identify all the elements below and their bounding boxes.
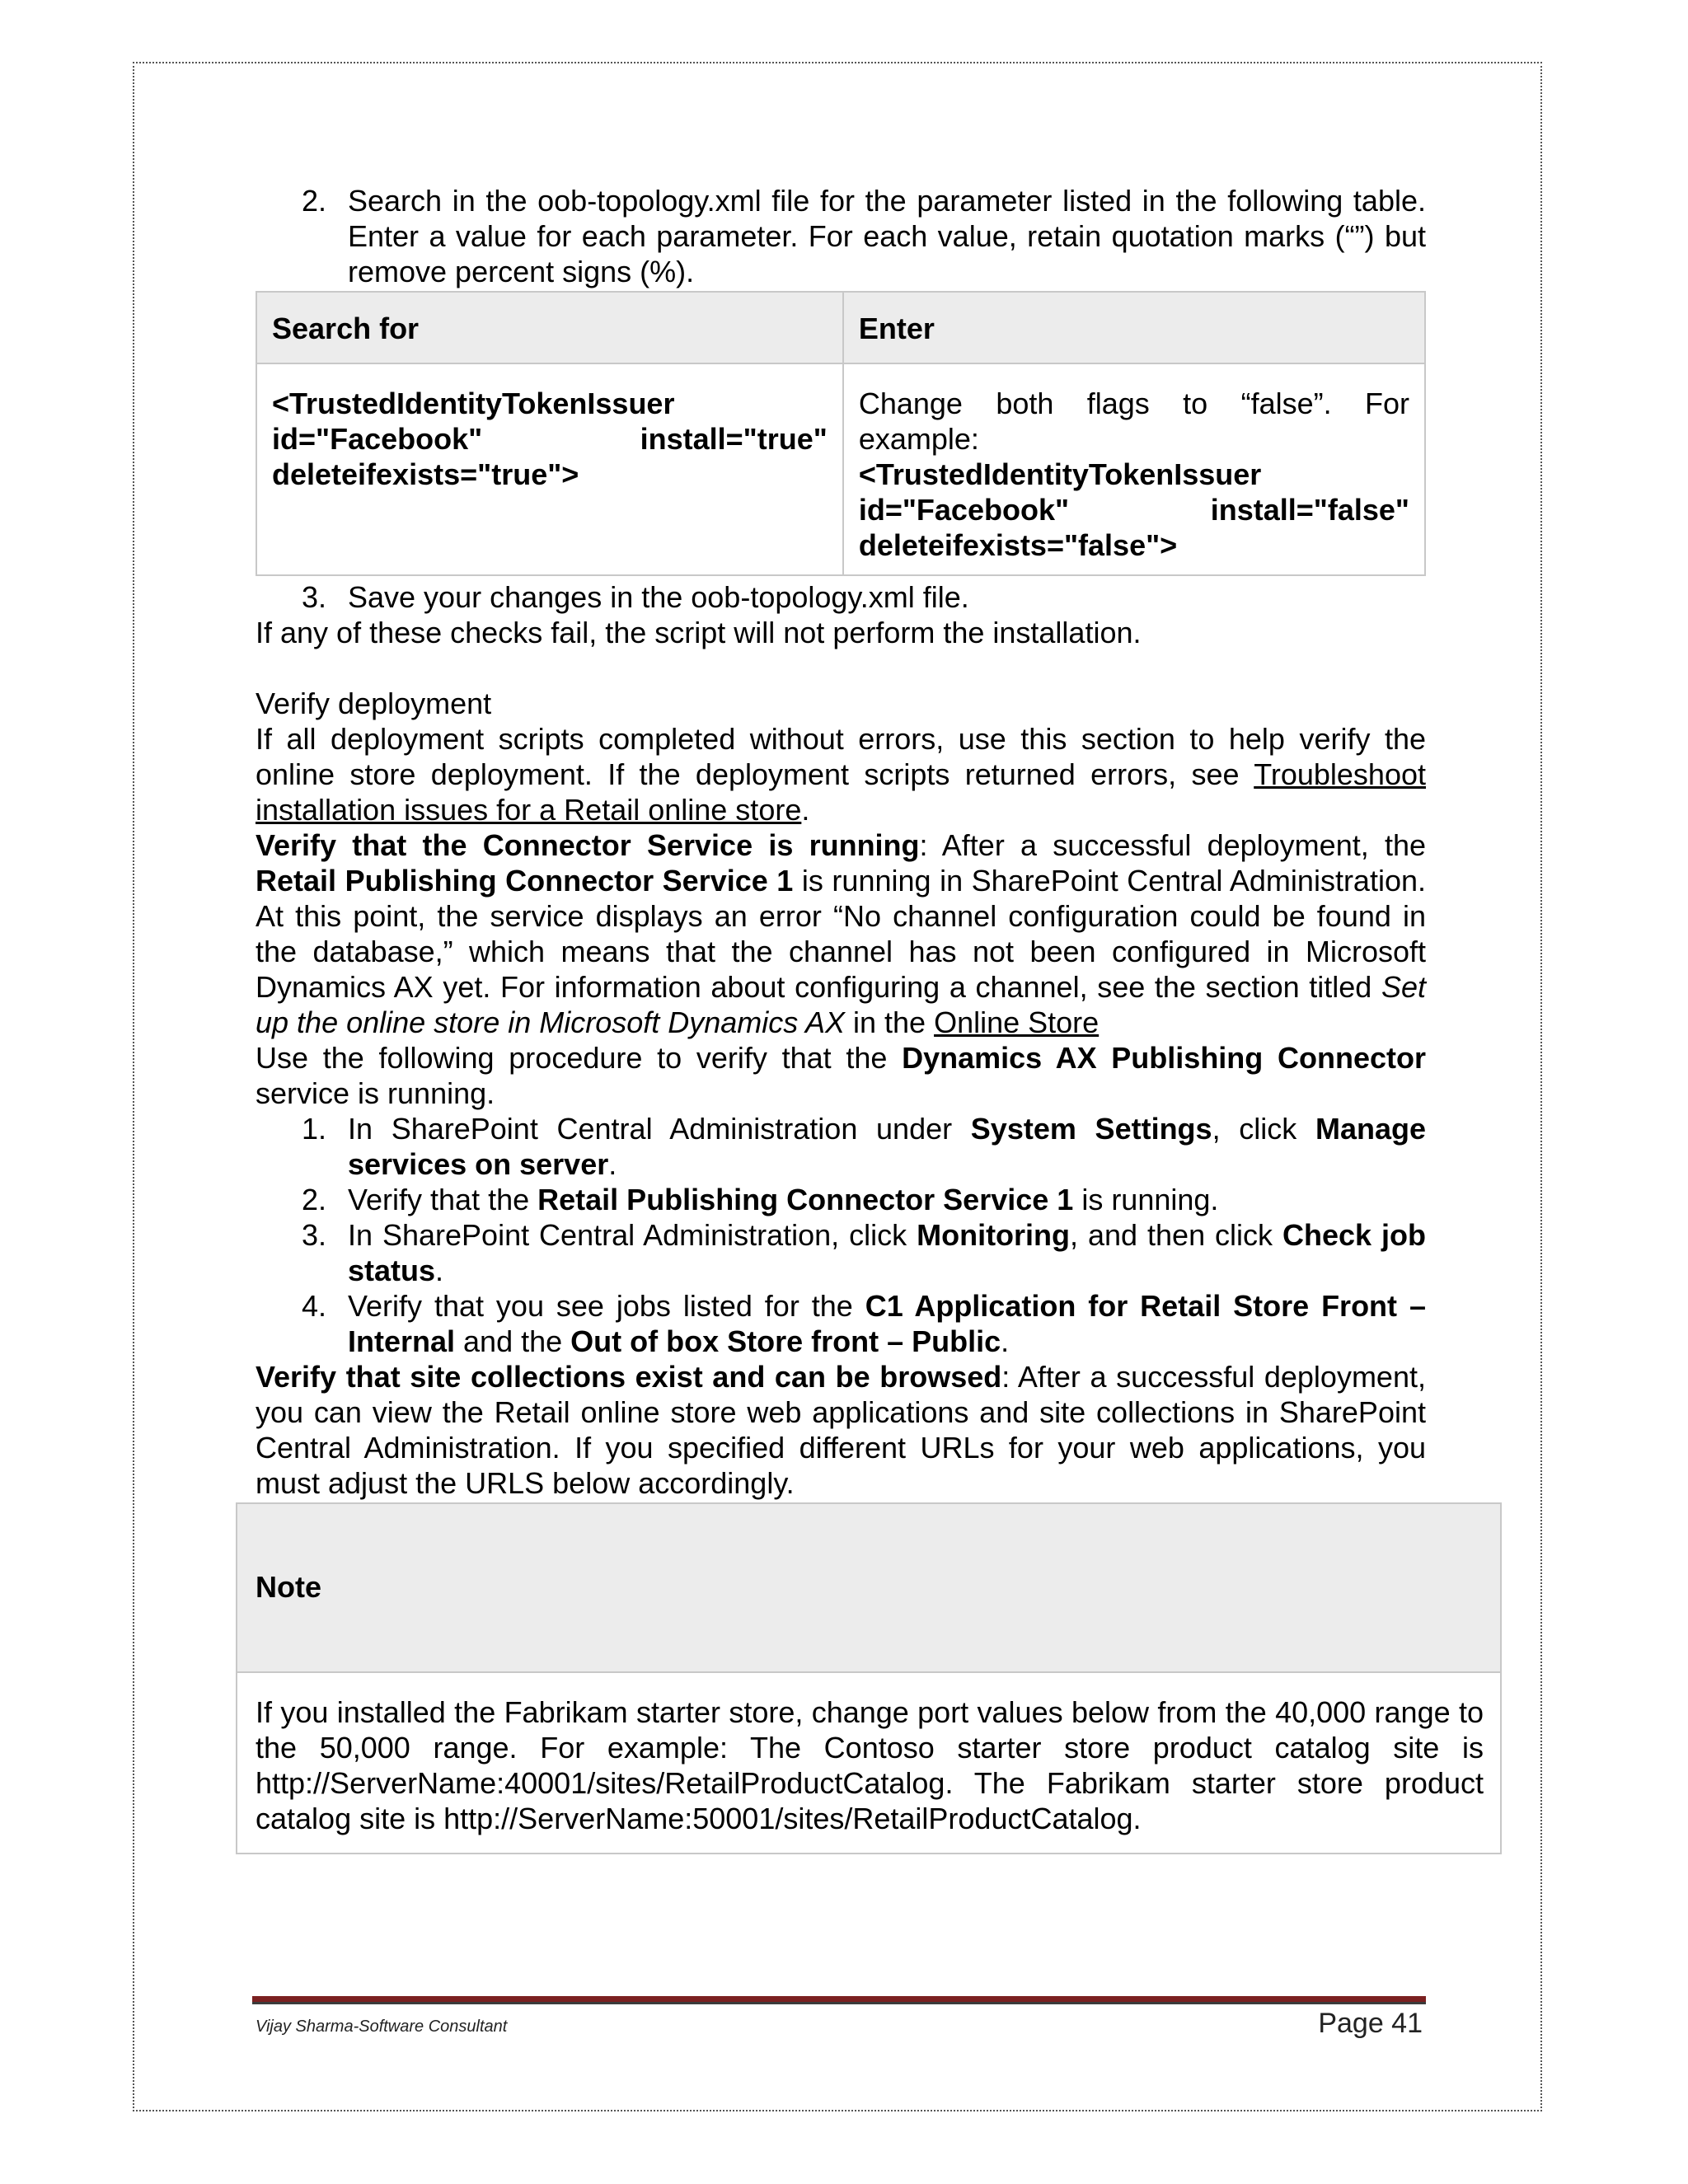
code-line: <TrustedIdentityTokenIssuer bbox=[272, 387, 675, 420]
troubleshoot-link[interactable]: Troubleshoot installation issues for a Retail online store bbox=[256, 757, 1426, 827]
note-title: Note bbox=[237, 1504, 1500, 1673]
table-row bbox=[256, 363, 1425, 575]
list-number: 2. bbox=[302, 1183, 327, 1216]
code-line: deleteifexists="false"> bbox=[858, 528, 1178, 562]
paragraph-text: Use the following procedure to verify that the bbox=[256, 1041, 903, 1075]
paragraph-text: service is running. bbox=[256, 1076, 495, 1110]
paragraph-text: in the bbox=[844, 1005, 935, 1039]
table-header-search-for: Search for bbox=[256, 292, 843, 363]
page-number: Page 41 bbox=[1318, 2008, 1423, 2039]
table-header-enter: Enter bbox=[843, 292, 1425, 363]
step-bold: Manage services on server bbox=[348, 1112, 1426, 1181]
list-item bbox=[256, 579, 1426, 615]
code-line: <TrustedIdentityTokenIssuer bbox=[858, 457, 1262, 491]
step-list-save bbox=[256, 579, 1426, 615]
procedure-paragraph bbox=[256, 1040, 1426, 1111]
list-item bbox=[256, 183, 1426, 289]
paragraph-text: is running in SharePoint Central Administration. At this point, the service displays an error “No channel configuration could be found in the database,” which means that the channel has not been configured in Microsoft Dynamics AX yet. For information about configuring a channel, see the section titled bbox=[256, 864, 1426, 1004]
list-item bbox=[256, 1182, 1426, 1217]
code-fragment: id="Facebook" bbox=[858, 493, 1070, 527]
step-text: is running. bbox=[1073, 1183, 1219, 1216]
step-text: In SharePoint Central Administration under bbox=[348, 1112, 971, 1146]
table-cell-search bbox=[256, 363, 843, 575]
step-text: . bbox=[435, 1254, 444, 1287]
list-number: 1. bbox=[302, 1112, 327, 1146]
step-bold: Retail Publishing Connector Service 1 bbox=[537, 1183, 1074, 1216]
paragraph-text: If all deployment scripts completed without errors, use this section to help verify the online store deployment. If the deployment scripts returned errors, see bbox=[256, 722, 1426, 791]
code-line bbox=[272, 421, 828, 457]
bold-service-name: Dynamics AX Publishing Connector bbox=[902, 1041, 1427, 1075]
table-header-row bbox=[256, 292, 1425, 363]
step-bold: Check job status bbox=[348, 1218, 1427, 1287]
spacer bbox=[256, 650, 1426, 686]
list-number: 4. bbox=[302, 1289, 327, 1323]
bold-lead: Verify that site collections exist and can be browsed bbox=[256, 1360, 1002, 1394]
step-bold: System Settings bbox=[970, 1112, 1212, 1146]
section-heading: Verify deployment bbox=[256, 687, 492, 720]
document-body bbox=[256, 183, 1484, 1854]
code-fragment: install="false" bbox=[1210, 493, 1409, 527]
italic-section-title: Set up the online store in Microsoft Dynamics AX bbox=[256, 970, 1426, 1039]
parameter-table bbox=[256, 291, 1426, 576]
step-text: . bbox=[608, 1147, 617, 1181]
list-number: 2. bbox=[302, 184, 327, 218]
step-text: Search in the oob-topology.xml file for the parameter listed in the following table. Enter a value for each parameter. For each value, retain quotation marks (“”) but remove percent signs (%). bbox=[348, 184, 1426, 288]
list-item bbox=[256, 1111, 1426, 1182]
bold-service-name: Retail Publishing Connector Service 1 bbox=[256, 864, 794, 898]
paragraph-text: : After a successful deployment, you can view the Retail online store web applications and site collections in SharePoint Central Administration. If you specified different URLs for your web applications, you must adjust the URLS below accordingly. bbox=[256, 1360, 1426, 1500]
code-line bbox=[859, 492, 1409, 527]
step-list-top bbox=[256, 183, 1426, 289]
step-text: , click bbox=[1212, 1112, 1315, 1146]
footer-author: Vijay Sharma-Software Consultant bbox=[256, 2018, 508, 2036]
step-text: In SharePoint Central Administration, click bbox=[348, 1218, 917, 1252]
paragraph-text: : After a successful deployment, the bbox=[919, 828, 1426, 862]
step-text: Verify that the bbox=[348, 1183, 538, 1216]
list-item bbox=[256, 1217, 1426, 1288]
list-number: 3. bbox=[302, 580, 327, 614]
list-item bbox=[256, 1288, 1426, 1359]
step-bold: Monitoring bbox=[917, 1218, 1071, 1252]
step-text: and the bbox=[455, 1324, 571, 1358]
sites-paragraph bbox=[256, 1359, 1426, 1501]
online-store-link[interactable]: Online Store bbox=[934, 1005, 1100, 1039]
code-fragment: install="true" bbox=[640, 422, 828, 456]
footer-rule bbox=[252, 1996, 1426, 2004]
list-number: 3. bbox=[302, 1218, 327, 1252]
step-text: Save your changes in the oob-topology.xml file. bbox=[348, 580, 969, 614]
table-cell-enter bbox=[843, 363, 1425, 575]
checks-fail-text: If any of these checks fail, the script will not perform the installation. bbox=[256, 616, 1142, 649]
step-bold: C1 Application for Retail Store Front – Internal bbox=[348, 1289, 1426, 1358]
note-box bbox=[236, 1502, 1502, 1854]
code-line: deleteifexists="true"> bbox=[272, 457, 579, 491]
connector-paragraph bbox=[256, 827, 1426, 1040]
step-text: , and then click bbox=[1070, 1218, 1283, 1252]
paragraph-text: . bbox=[801, 793, 810, 827]
step-text: Verify that you see jobs listed for the bbox=[348, 1289, 865, 1323]
step-text: . bbox=[1001, 1324, 1010, 1358]
step-bold: Out of box Store front – Public bbox=[570, 1324, 1001, 1358]
enter-instruction: Change both flags to “false”. For example: bbox=[858, 387, 1409, 456]
procedure-steps bbox=[256, 1111, 1426, 1359]
code-fragment: id="Facebook" bbox=[272, 422, 483, 456]
bold-lead: Verify that the Connector Service is running bbox=[256, 828, 920, 862]
verify-intro-paragraph bbox=[256, 721, 1426, 827]
note-body: If you installed the Fabrikam starter store, change port values below from the 40,000 range to the 50,000 range. For example: The Contoso starter store product catalog site is http://ServerName:40001/sites/RetailProductCatalog. The Fabrikam starter store product catalog site is http://ServerName:50001/sites/RetailProductCatalog. bbox=[256, 1695, 1484, 1835]
